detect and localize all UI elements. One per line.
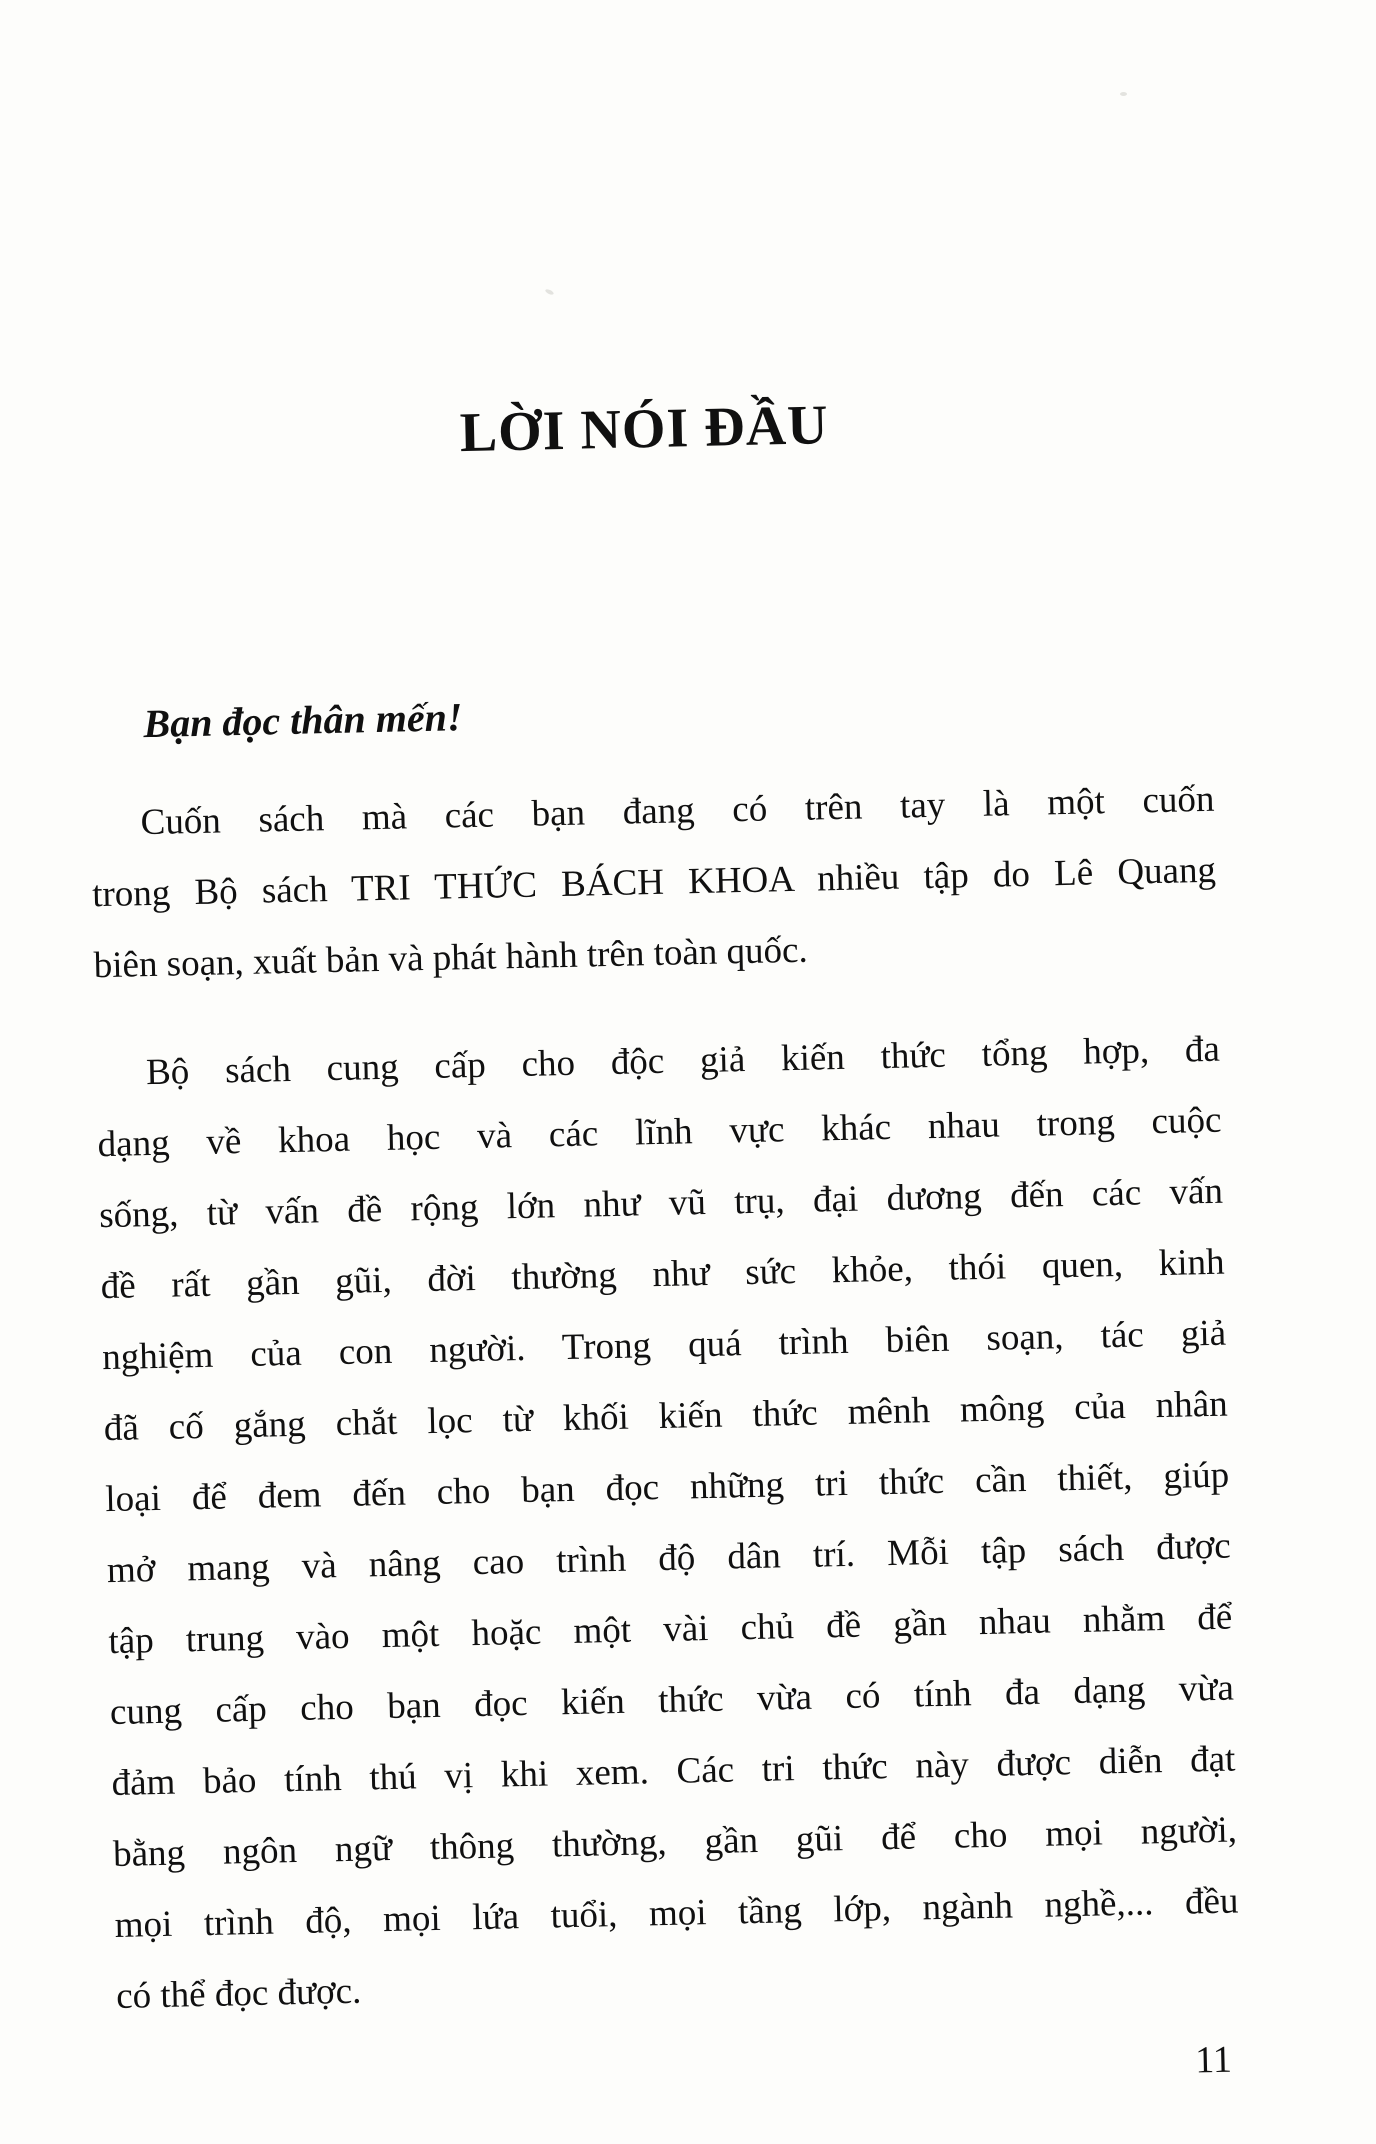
text-line: cung cấp cho bạn đọc kiến thức vừa có tính đa dạng vừa [109,1667,1235,1734]
salutation: Bạn đọc thân mến! [142,694,463,747]
text-line: có thể đọc được. [115,1970,362,2017]
text-line: đã cố gắng chắt lọc từ khối kiến thức mênh mông của nhân [103,1383,1229,1450]
page-title: LỜI NÓI ĐẦU [459,394,830,465]
page-content [73,0,1242,2106]
text-line: bằng ngôn ngữ thông thường, gần gũi để cho mọi người, [112,1809,1238,1876]
page-number: 11 [1194,2038,1233,2082]
text-line: sống, từ vấn đề rộng lớn như vũ trụ, đại dương đến các vấn [98,1170,1224,1237]
text-line: mở mang và nâng cao trình độ dân trí. Mỗi tập sách được [106,1525,1232,1592]
text-line: tập trung vào một hoặc một vài chủ đề gần nhau nhằm để [108,1596,1233,1663]
text-line: mọi trình độ, mọi lứa tuổi, mọi tầng lớp, ngành nghề,... đều [114,1880,1239,1947]
paragraph-2 [95,1014,1240,2032]
text-line: Bộ sách cung cấp cho độc giả kiến thức tổng hợp, đa [145,1028,1221,1094]
text-line: dạng về khoa học và các lĩnh vực khác nhau trong cuộc [97,1099,1222,1166]
text-line: Cuốn sách mà các bạn đang có trên tay là một cuốn [140,778,1215,844]
paragraph-1 [90,764,1218,1001]
text-line: loại để đem đến cho bạn đọc những tri thức cần thiết, giúp [104,1454,1230,1521]
text-line: trong Bộ sách TRI THỨC BÁCH KHOA nhiều tập do Lê Quang [91,849,1217,916]
text-line: đảm bảo tính thú vị khi xem. Các tri thức này được diễn đạt [111,1738,1236,1805]
text-line: biên soạn, xuất bản và phát hành trên toàn quốc. [93,929,809,987]
text-line: đề rất gần gũi, đời thường như sức khỏe, thói quen, kinh [100,1241,1225,1308]
text-line: nghiệm của con người. Trong quá trình biên soạn, tác giả [101,1312,1227,1379]
